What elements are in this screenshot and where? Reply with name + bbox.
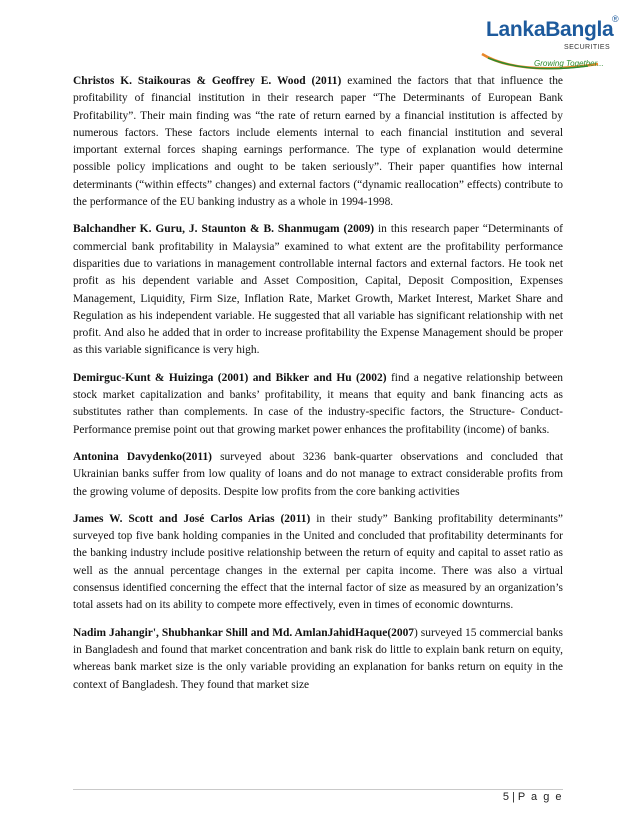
logo-name: LankaBangla: [486, 18, 614, 41]
paragraph-text: surveyed about 3236 bank-quarter observations and concluded that Ukrainian banks suffer from low quality of loans and do not manage to extract considerable profits from the growing volume of deposits. Despite low profits from the core banking activities: [73, 450, 564, 498]
paragraph-text: examined the factors that that influence the profitability of financial institution in their research paper “The Determinants of European Bank Profitability”. Their main finding was “the rate of return earned by a financial institution is affected by numerous factors. These factors include elements internal to each financial institution and several important external forces shaping earnings performance. The type of explanation would determine possible policy implications and ought to be taken seriously”. Their paper quantifies how internal determinants (“within effects” changes) and external factors (“dynamic reallocation” effects) contribute to the performance of the EU banking industry as a whole in 1994-1998.: [73, 75, 563, 209]
citation-authors: Nadim Jahangir', Shubhankar Shill and Md. AmlanJahidHaque(2007: [73, 626, 415, 639]
paragraph-text: in their study” Banking profitability determinants” surveyed top five bank holding companies in the United and concluded that profitability determinants for the banking industry include positive relationship between the return of equity and capital to asset ratio as well as the annual percentage changes in the external per capita income. There was also a virtual consensus identified concerning the effect that the internal factor of size as measured by an organization’s total assets had on its ability to compete more effectively, even in times of economic downturns.: [73, 512, 563, 612]
document-body: [73, 73, 563, 704]
logo-subtitle: SECURITIES: [564, 44, 611, 51]
citation-authors: James W. Scott and José Carlos Arias (2011): [73, 512, 311, 525]
logo-registered-mark: ®: [612, 14, 619, 24]
paragraph: [73, 221, 563, 359]
page-number: 5: [502, 791, 509, 803]
citation-authors: Demirguc-Kunt & Huizinga (2001) and Bikker and Hu (2002): [73, 371, 387, 384]
citation-authors: Christos K. Staikouras & Geoffrey E. Wood (2011): [73, 75, 342, 87]
page-separator: |: [511, 791, 515, 803]
logo-tagline: Growing Together...: [534, 59, 604, 68]
paragraph: [73, 73, 563, 211]
paragraph-text: ) surveyed 15 commercial banks in Bangladesh and found that market concentration and bank risk do little to explain bank return on equity, whereas bank market size is the only variable providing an explanation for banks return on equity in the context of Bangladesh. They found that market size: [73, 626, 564, 691]
paragraph: [73, 449, 563, 501]
paragraph: [73, 625, 563, 694]
footer-divider: [73, 789, 563, 790]
paragraph: [73, 511, 563, 615]
citation-authors: Antonina Davydenko(2011): [73, 450, 212, 463]
paragraph: [73, 370, 563, 439]
paragraph-text: in this research paper “Determinants of commercial bank profitability in Malaysia” examined to what extent are the profitability performance disparities due to variations in management controllable internal factors and external factors. He took net profit as his dependent variable and Asset Composition, Capital, Deposit Composition, Expenses Management, Liquidity, Firm Size, Inflation Rate, Market Growth, Market Interest, Market Share and Regulation as his independent variable. He suggested that all variable has significant relationship with net profit. And also he added that in order to increase profitability the Expense Management should be proper as this variable significance is very high.: [73, 223, 563, 357]
paragraph-text: find a negative relationship between stock market capitalization and banks’ profitability, it means that equity and bank financing acts as substitutes rather than complements. In case of the industry-specific factors, the Structure- Conduct-Performance premise point out that growing market power enhances the profitability (income) of banks.: [73, 371, 563, 436]
lankabangla-logo: [478, 14, 628, 78]
page-label: P a g e: [517, 791, 563, 803]
citation-authors: Balchandher K. Guru, J. Staunton & B. Shanmugam (2009): [73, 223, 375, 236]
page-footer: [503, 791, 563, 803]
